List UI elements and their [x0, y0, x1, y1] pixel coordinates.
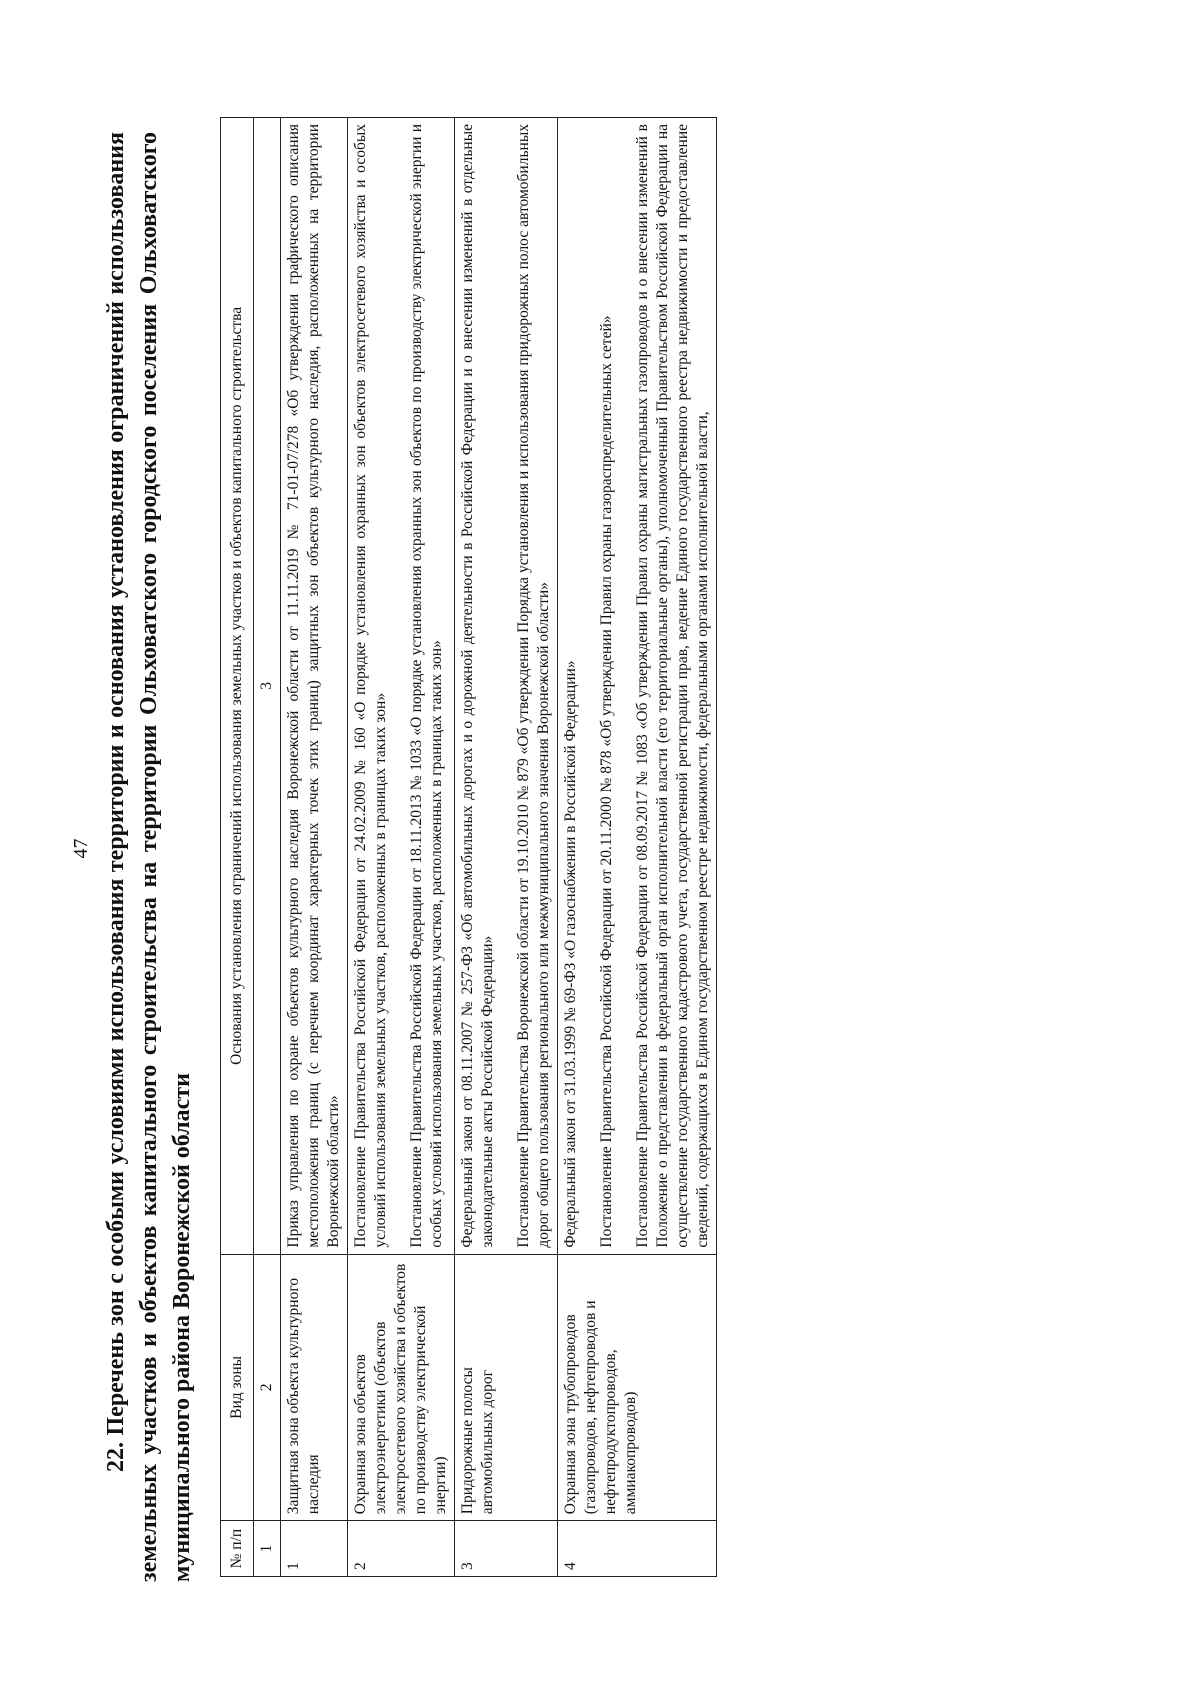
table-row — [558, 118, 717, 1577]
basis-paragraph: Постановление Правительства Воронежской области от 19.10.2010 № 879 «Об утверждении Порядка установления и использования придорожных полос автомобильных дорог общего пользования регионального или межмуниципального значения Воронежской области» — [515, 124, 552, 1248]
basis-paragraph: Постановление Правительства Российской Федерации от 20.11.2000 № 878 «Об утверждении Правил охраны газораспределительных сетей» — [598, 315, 615, 1248]
zone-type: Защитная зона объекта культурного наследия — [281, 1254, 348, 1521]
row-number: 3 — [455, 1521, 558, 1577]
section-title-text: 22. Перечень зон с особыми условиями использования территории и основания установления ограничений использования земельных участков и объектов капитального строительства на территории Ольховатского городского поселения Ольховатского муниципального района Воронежской области — [103, 132, 195, 1582]
zone-type: Охранная зона трубопроводов (газопроводов, нефтепроводов и нефтепродуктопроводов, аммиакопроводов) — [558, 1254, 717, 1521]
header-zone-type: Вид зоны — [221, 1254, 254, 1521]
header-number: № п/п — [221, 1521, 254, 1577]
table-row — [281, 118, 348, 1577]
row-number: 4 — [558, 1521, 717, 1577]
basis-paragraph: Постановление Правительства Российской Федерации от 18.11.2013 № 1033 «О порядке установления охранных зон объектов по производству электрической энергии и особых условий использования земельных участков, расположенных в границах таких зон» — [408, 124, 445, 1248]
basis-paragraph: Федеральный закон от 08.11.2007 № 257-ФЗ «Об автомобильных дорогах и о дорожной деятельности в Российской Федерации и о внесении изменений в отдельные законодательные акты Российской Федерации» — [459, 124, 496, 1248]
zones-table — [220, 117, 717, 1577]
basis-cell — [348, 118, 455, 1255]
header-basis: Основания установления ограничений использования земельных участков и объектов капитального строительства — [221, 118, 254, 1255]
zone-type: Охранная зона объектов электроэнергетики (объектов электросетевого хозяйства и объектов по производству электрической энергии) — [348, 1254, 455, 1521]
basis-paragraph: Постановление Правительства Российской Федерации от 08.09.2017 № 1083 «Об утверждении Правил охраны магистральных газопроводов и о внесении изменений в Положение о представлении в федеральный орган исполнительной власти (его территориальные органы), уполномоченный Правительством Российской Федерации на осуществление государственного кадастрового учета, государственной регистрации прав, ведение Единого государственного реестра недвижимости и предоставление сведений, содержащихся в Едином государственном реестре недвижимости, федеральными органами исполнительной власти, — [634, 124, 711, 1248]
row-number: 1 — [281, 1521, 348, 1577]
table-header-row — [221, 118, 254, 1577]
column-number: 1 — [254, 1521, 281, 1577]
basis-cell — [455, 118, 558, 1255]
column-number: 2 — [254, 1254, 281, 1521]
section-title — [100, 132, 199, 1582]
basis-cell — [281, 118, 348, 1255]
page-number: 47 — [70, 838, 92, 859]
basis-paragraph: Постановление Правительства Российской Федерации от 24.02.2009 № 160 «О порядке установления охранных зон объектов электросетевого хозяйства и особых условий использования земельных участков, расположенных в границах таких зон» — [352, 124, 389, 1248]
column-number-row — [254, 118, 281, 1577]
row-number: 2 — [348, 1521, 455, 1577]
basis-paragraph: Приказ управления по охране объектов культурного наследия Воронежской области от 11.11.2019 № 71-01-07/278 «Об утверждении графического описания местоположения границ (с перечнем координат характерных точек этих границ) защитных зон объектов культурного наследия, расположенных на территории Воронежской области» — [285, 124, 342, 1248]
table-row — [455, 118, 558, 1577]
basis-cell — [558, 118, 717, 1255]
basis-paragraph: Федеральный закон от 31.03.1999 № 69-ФЗ «О газоснабжении в Российской Федерации» — [562, 660, 579, 1248]
table-row — [348, 118, 455, 1577]
column-number: 3 — [254, 118, 281, 1255]
zone-type: Придорожные полосы автомобильных дорог — [455, 1254, 558, 1521]
